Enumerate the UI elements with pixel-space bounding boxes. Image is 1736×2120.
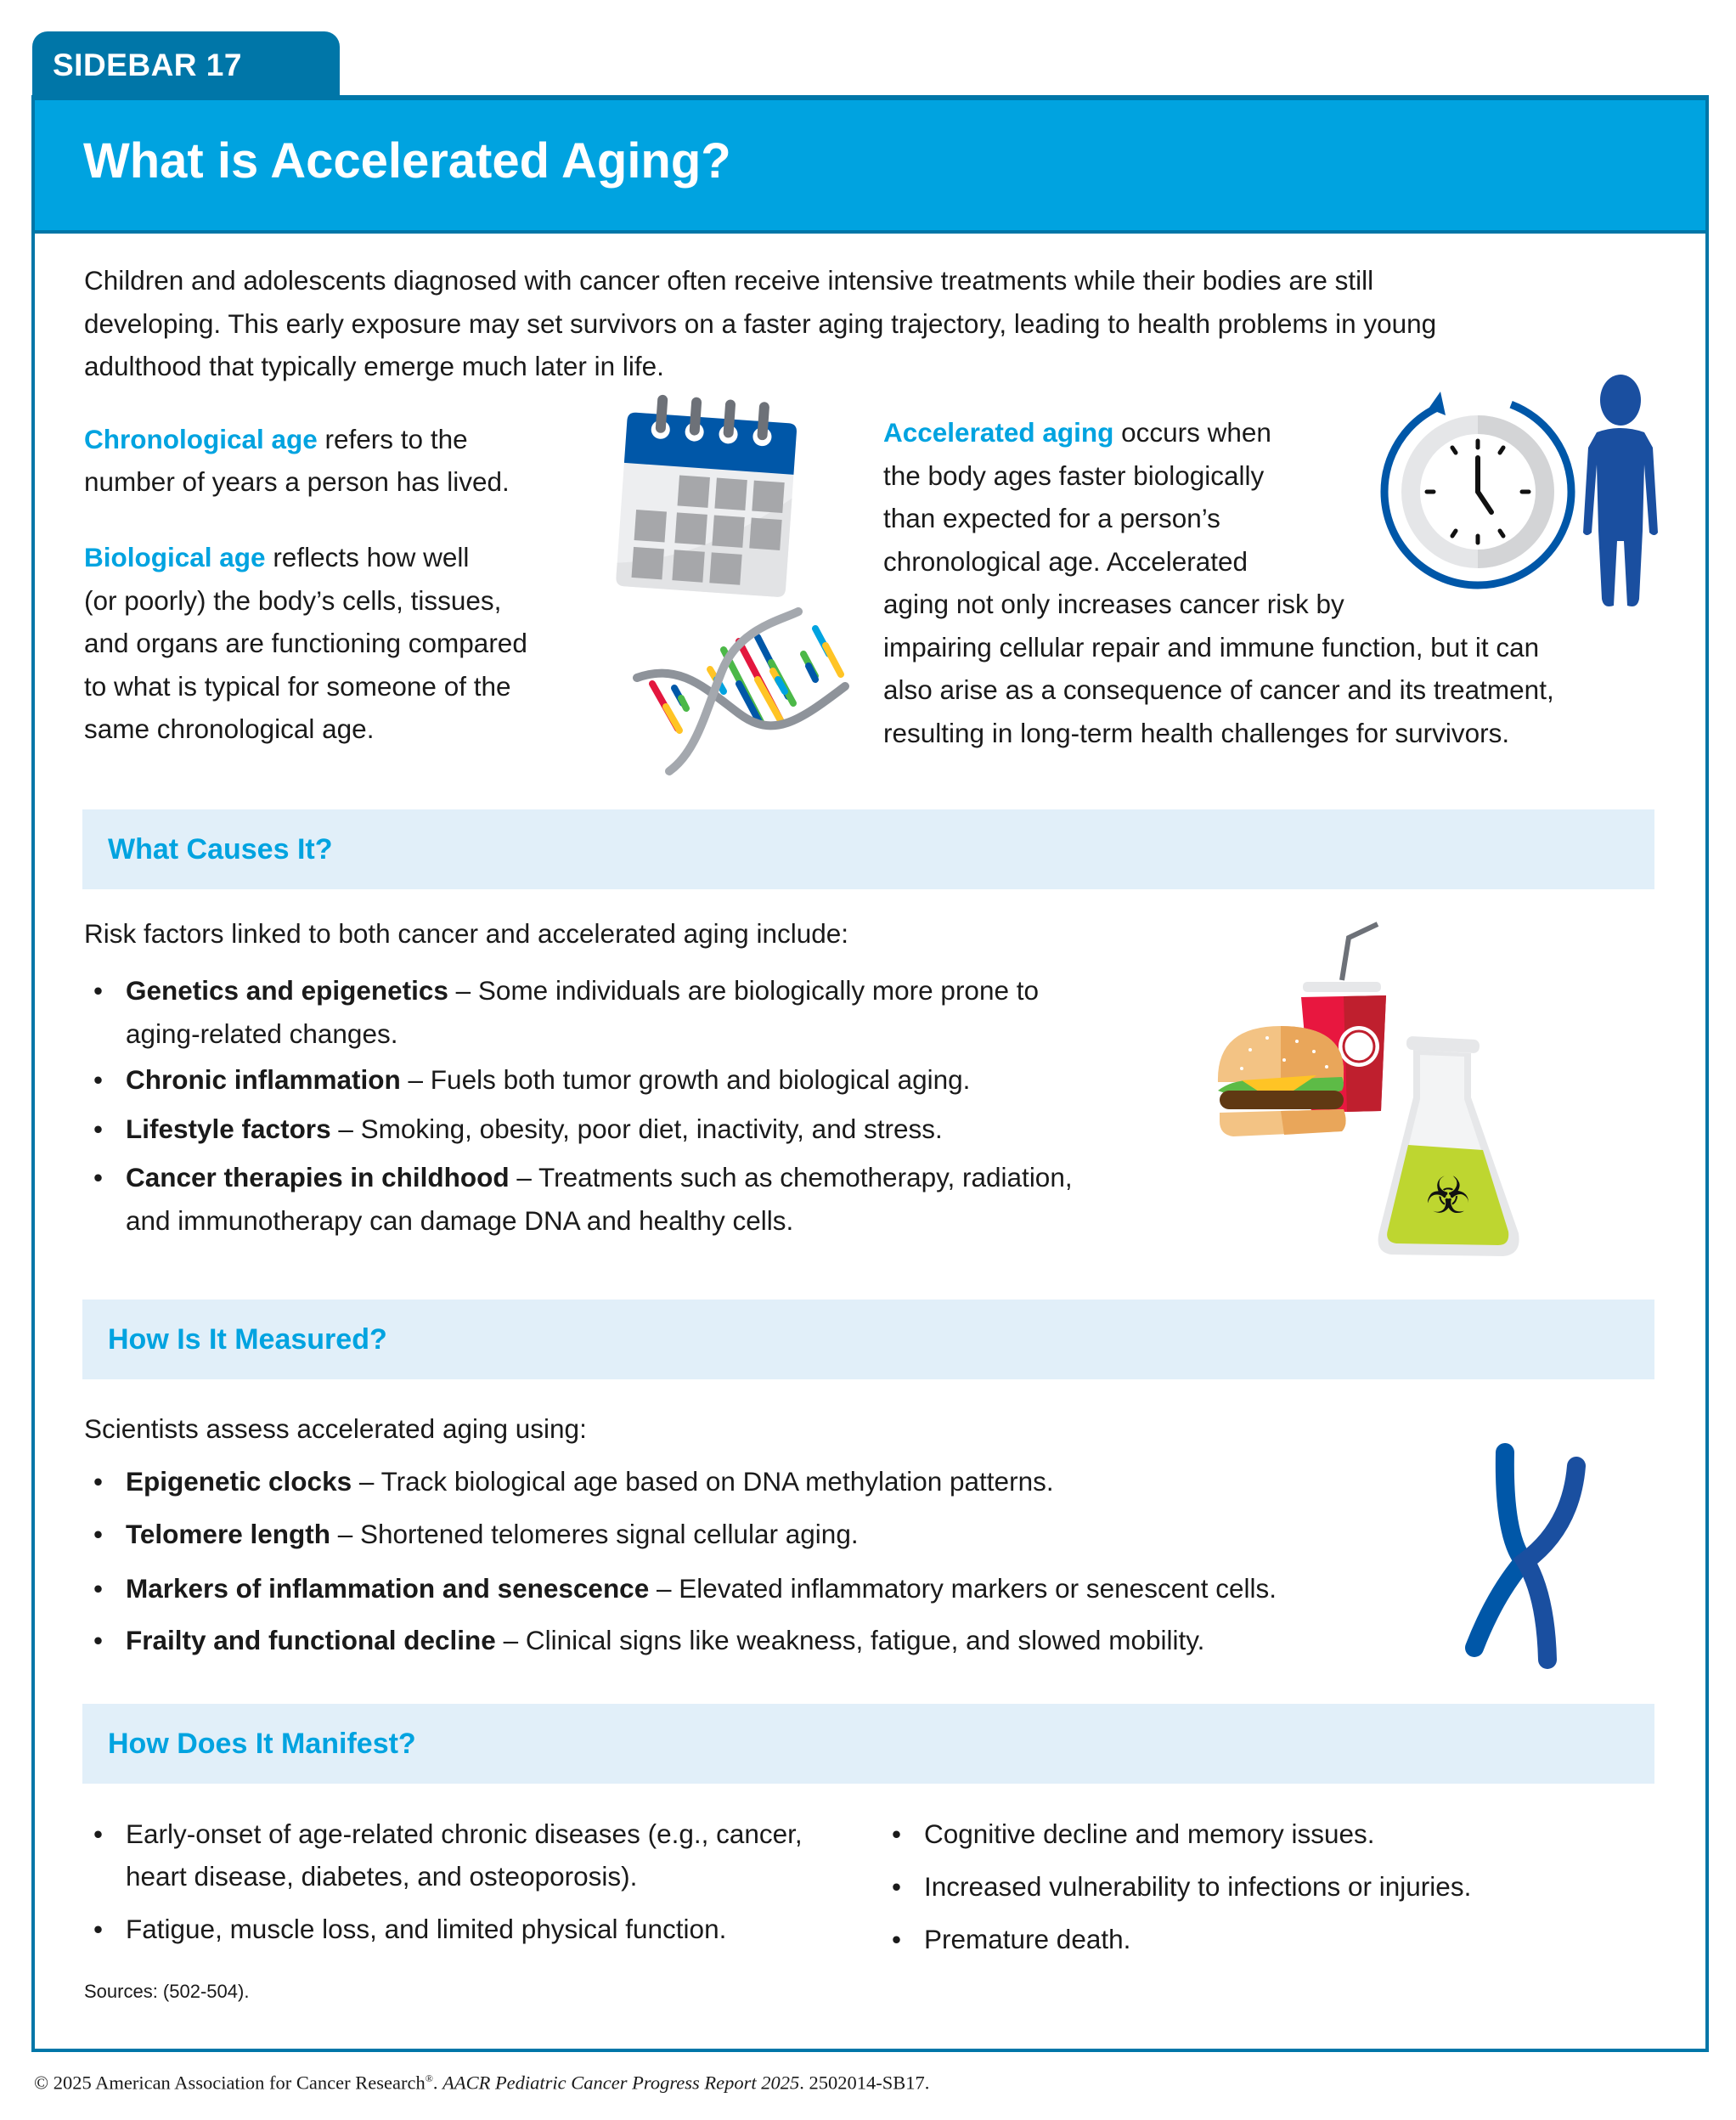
- bullet-icon: •: [93, 975, 104, 1006]
- child-silhouette-icon: [1580, 371, 1661, 611]
- footer-suffix: . 2502014-SB17.: [799, 2072, 930, 2094]
- dna-helix-icon: [628, 603, 849, 777]
- list-item-line: and immunotherapy can damage DNA and healthy cells.: [126, 1205, 794, 1236]
- list-item-text: – Some individuals are biologically more prone to: [448, 975, 1040, 1006]
- section-title: How Does It Manifest?: [108, 1728, 416, 1760]
- bullet-icon: •: [93, 1466, 104, 1497]
- definition-line: [883, 411, 1271, 454]
- sources-note: Sources: (502-504).: [84, 1981, 250, 2002]
- bullet-icon: •: [93, 1519, 104, 1549]
- list-item-text: – Treatments such as chemotherapy, radiation,: [509, 1162, 1073, 1192]
- list-item-line: heart disease, diabetes, and osteoporosis).: [126, 1861, 638, 1892]
- definition-line: the body ages faster biologically: [883, 460, 1265, 491]
- definition-line: also arise as a consequence of cancer and its treatment,: [883, 674, 1554, 705]
- list-item-line: [126, 1567, 1277, 1610]
- list-item-line: aging-related changes.: [126, 1018, 398, 1049]
- bullet-icon: •: [892, 1924, 902, 1954]
- list-item-text: – Smoking, obesity, poor diet, inactivity, and stress.: [330, 1114, 943, 1144]
- definition-line: to what is typical for someone of the: [84, 671, 511, 702]
- bullet-icon: •: [892, 1818, 902, 1849]
- list-item-term: Cancer therapies in childhood: [126, 1162, 510, 1192]
- definition-text: occurs when: [1113, 417, 1271, 448]
- list-item-line: [126, 1108, 943, 1151]
- list-item-line: [126, 1058, 970, 1102]
- term-accelerated-aging: Accelerated aging: [883, 417, 1114, 448]
- list-item-term: Genetics and epigenetics: [126, 975, 448, 1006]
- causes-lead: Risk factors linked to both cancer and accelerated aging include:: [84, 918, 849, 949]
- bullet-icon: •: [93, 1114, 104, 1144]
- list-item-term: Lifestyle factors: [126, 1114, 331, 1144]
- list-item-line: Fatigue, muscle loss, and limited physical function.: [126, 1914, 727, 1944]
- definition-text: refers to the: [317, 424, 468, 454]
- bullet-icon: •: [93, 1162, 104, 1192]
- list-item-line: Early-onset of age-related chronic diseases (e.g., cancer,: [126, 1818, 803, 1849]
- bullet-icon: •: [93, 1064, 104, 1095]
- bullet-icon: •: [93, 1818, 104, 1849]
- footer-sep: .: [432, 2072, 443, 2094]
- definition-line: resulting in long-term health challenges for survivors.: [883, 718, 1510, 748]
- section-header-manifest: [82, 1704, 1654, 1784]
- definition-text: reflects how well: [265, 542, 470, 572]
- copyright-footer: [34, 2066, 929, 2096]
- definition-line: aging not only increases cancer risk by: [883, 589, 1344, 619]
- calendar-icon: [612, 399, 807, 603]
- definition-line: same chronological age.: [84, 713, 375, 744]
- measured-lead: Scientists assess accelerated aging using:: [84, 1413, 587, 1444]
- footer-report-title: AACR Pediatric Cancer Progress Report 2025: [442, 2072, 800, 2094]
- list-item-term: Telomere length: [126, 1519, 330, 1549]
- list-item-line: [126, 1513, 859, 1556]
- list-item-line: Increased vulnerability to infections or injuries.: [924, 1871, 1472, 1902]
- list-item-term: Frailty and functional decline: [126, 1625, 496, 1655]
- list-item-text: – Elevated inflammatory markers or senescent cells.: [649, 1573, 1277, 1604]
- bullet-icon: •: [93, 1573, 104, 1604]
- definition-line: [84, 536, 469, 579]
- section-header-measured: [82, 1300, 1654, 1379]
- section-title: How Is It Measured?: [108, 1323, 387, 1356]
- list-item-line: [126, 969, 1039, 1012]
- list-item-text: – Clinical signs like weakness, fatigue, and slowed mobility.: [495, 1625, 1205, 1655]
- term-biological-age: Biological age: [84, 542, 266, 572]
- list-item-text: – Shortened telomeres signal cellular aging.: [330, 1519, 859, 1549]
- section-header-causes: [82, 809, 1654, 889]
- bullet-icon: •: [892, 1871, 902, 1902]
- intro-line: developing. This early exposure may set survivors on a faster aging trajectory, leading to health problems in young: [84, 308, 1437, 339]
- list-item-line: Cognitive decline and memory issues.: [924, 1818, 1375, 1849]
- intro-line: adulthood that typically emerge much later in life.: [84, 351, 664, 381]
- clock-cycle-icon: [1378, 386, 1578, 590]
- definition-line: and organs are functioning compared: [84, 628, 527, 658]
- definition-line: chronological age. Accelerated: [883, 546, 1248, 577]
- definition-line: [84, 418, 468, 461]
- biohazard-flask-icon: [1376, 1038, 1522, 1260]
- page-title: What is Accelerated Aging?: [83, 133, 731, 189]
- list-item-term: Markers of inflammation and senescence: [126, 1573, 650, 1604]
- bullet-icon: •: [93, 1914, 104, 1944]
- list-item-text: – Track biological age based on DNA methylation patterns.: [352, 1466, 1054, 1497]
- list-item-line: [126, 1156, 1073, 1199]
- intro-line: Children and adolescents diagnosed with cancer often receive intensive treatments while their bodies are still: [84, 265, 1374, 296]
- chromosome-icon: [1461, 1442, 1593, 1670]
- list-item-line: [126, 1460, 1054, 1503]
- definition-line: (or poorly) the body’s cells, tissues,: [84, 585, 502, 616]
- list-item-line: Premature death.: [924, 1924, 1131, 1954]
- svg-text:☣: ☣: [1425, 1166, 1471, 1226]
- definition-line: number of years a person has lived.: [84, 466, 510, 497]
- definition-line: impairing cellular repair and immune function, but it can: [883, 632, 1540, 662]
- registered-mark: ®: [425, 2072, 433, 2084]
- list-item-term: Chronic inflammation: [126, 1064, 401, 1095]
- list-item-text: – Fuels both tumor growth and biological aging.: [400, 1064, 971, 1095]
- definition-line: than expected for a person’s: [883, 503, 1220, 533]
- list-item-line: [126, 1619, 1204, 1662]
- burger-icon: [1216, 1026, 1352, 1138]
- list-item-term: Epigenetic clocks: [126, 1466, 352, 1497]
- footer-prefix: © 2025 American Association for Cancer Research: [34, 2072, 426, 2094]
- bullet-icon: •: [93, 1625, 104, 1655]
- term-chronological-age: Chronological age: [84, 424, 318, 454]
- section-title: What Causes It?: [108, 833, 333, 865]
- sidebar-tab-label: SIDEBAR 17: [53, 48, 242, 82]
